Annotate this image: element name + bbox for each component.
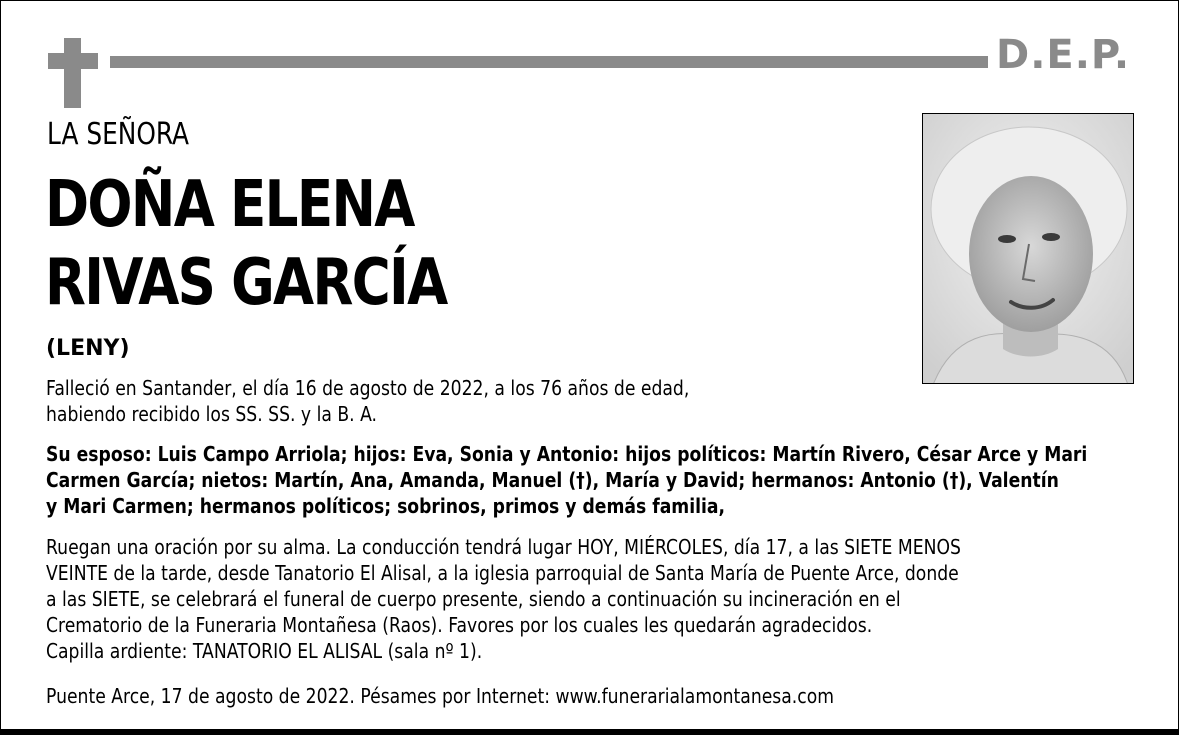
ceremony-line: Ruegan una oración por su alma. La conducción tendrá lugar HOY, MIÉRCOLES, día 17, a las SIETE MENOS — [46, 535, 961, 559]
ceremony-line: a las SIETE, se celebrará el funeral de cuerpo presente, siendo a continuación su incineración en el — [46, 587, 901, 611]
portrait-photo — [922, 113, 1134, 384]
family-list — [46, 441, 1087, 519]
family-line: y Mari Carmen; hermanos políticos; sobrinos, primos y demás familia, — [46, 494, 726, 518]
name-line-2: RIVAS GARCÍA — [45, 246, 447, 320]
death-notice — [46, 375, 689, 427]
death-line: habiendo recibido los SS. SS. y la B. A. — [46, 402, 378, 426]
deceased-name — [45, 166, 447, 322]
family-line: Carmen García; nietos: Martín, Ana, Amanda, Manuel (†), María y David; hermanos: Antonio (†), Valentín — [46, 468, 1059, 492]
title-label: LA SEÑORA — [47, 117, 190, 152]
family-line: Su esposo: Luis Campo Arriola; hijos: Eva, Sonia y Antonio: hijos políticos: Martín Rivero, César Arce y Mari — [46, 442, 1088, 466]
footer-text: Puente Arce, 17 de agosto de 2022. Pésames por Internet: www.funerarialamontanesa.com — [46, 684, 835, 708]
nickname: (LENY) — [46, 336, 130, 361]
ceremony-line: Capilla ardiente: TANATORIO EL ALISAL (sala nº 1). — [46, 639, 483, 663]
header-rule — [110, 56, 988, 68]
death-line: Falleció en Santander, el día 16 de agosto de 2022, a los 76 años de edad, — [46, 376, 690, 400]
dep-label: D.E.P. — [996, 32, 1131, 78]
cross-icon — [48, 38, 98, 108]
ceremony-line: VEINTE de la tarde, desde Tanatorio El Alisal, a la iglesia parroquial de Santa María de Puente Arce, donde — [46, 561, 959, 585]
portrait-image — [923, 114, 1134, 384]
ceremony-line: Crematorio de la Funeraria Montañesa (Raos). Favores por los cuales les quedarán agradecidos. — [46, 613, 873, 637]
ceremony-details — [46, 534, 961, 664]
name-line-1: DOÑA ELENA — [45, 168, 414, 242]
